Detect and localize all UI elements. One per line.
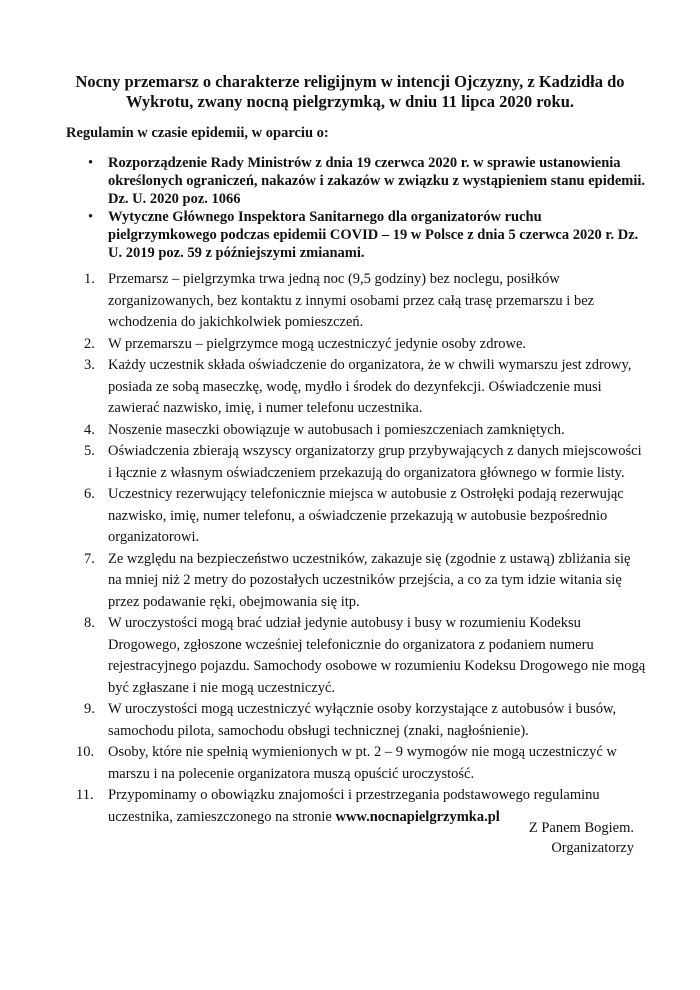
rule-text: W uroczystości mogą brać udział jedynie autobusy i busy w rozumieniu Kodeksu Drogowego, zgłoszone wcześniej telefonicznie do organizatora z podaniem numeru rejestracyjnego pojazdu. Samochody osobowe w rozumieniu Kodeksu Drogowego nie mogą być zgłaszane i nie mogą uczestniczyć.	[108, 615, 646, 696]
rule-number: 8.	[84, 615, 95, 631]
legal-basis-list	[66, 154, 646, 262]
rule-item	[66, 484, 646, 549]
signature-block	[529, 818, 634, 858]
rule-item	[66, 269, 646, 334]
rule-text: Przypominamy o obowiązku znajomości i przestrzegania podstawowego regulaminu uczestnika, zamieszczonego na stronie	[108, 787, 600, 825]
rule-text: W przemarszu – pielgrzymce mogą uczestniczyć jedynie osoby zdrowe.	[108, 335, 527, 352]
signature: Organizatorzy	[551, 840, 634, 856]
legal-basis-item	[66, 208, 646, 262]
rule-text: Osoby, które nie spełnią wymienionych w pt. 2 – 9 wymogów nie mogą uczestniczyć w marszu i na polecenie organizatora muszą opuścić uroczystość.	[108, 744, 617, 782]
legal-basis-text: Rozporządzenie Rady Ministrów z dnia 19 czerwca 2020 r. w sprawie ustanowienia określonych ograniczeń, nakazów i zakazów w związku z wystąpieniem stanu epidemii. Dz. U. 2020 poz. 1066	[108, 155, 646, 207]
rule-item	[66, 613, 646, 699]
document-title: Nocny przemarsz o charakterze religijnym w intencji Ojczyzny, z Kadzidła do Wykrotu, zwany nocną pielgrzymką, w dniu 11 lipca 2020 roku.	[75, 72, 625, 111]
bullet-icon: •	[88, 155, 94, 171]
bullet-icon: •	[88, 209, 94, 225]
rule-item	[66, 699, 646, 742]
rule-number: 1.	[84, 271, 95, 287]
closing-line: Z Panem Bogiem.	[528, 820, 634, 836]
rule-text: Przemarsz – pielgrzymka trwa jedną noc (9,5 godziny) bez noclegu, posiłków zorganizowanych, bez kontaktu z innymi osobami przez całą trasę przemarszu i bez wchodzenia do jakichkolwiek pomieszczeń.	[108, 271, 595, 330]
rule-number: 10.	[76, 744, 95, 760]
rule-number: 9.	[84, 701, 95, 717]
rule-number: 3.	[84, 357, 95, 373]
rule-number: 7.	[84, 550, 95, 567]
legal-basis-item	[66, 154, 646, 208]
legal-basis-text: Wytyczne Głównego Inspektora Sanitarnego dla organizatorów ruchu pielgrzymkowego podczas epidemii COVID – 19 w Polsce z dnia 5 czerwca 2020 r. Dz. U. 2019 poz. 59 z późniejszymi zmianami.	[108, 209, 639, 261]
rule-number: 11.	[76, 787, 94, 803]
rule-item	[66, 742, 646, 785]
rule-item	[66, 441, 646, 484]
regulations-intro: Regulamin w czasie epidemii, w oparciu o:	[66, 125, 329, 141]
rule-text: Oświadczenia zbierają wszyscy organizatorzy grup przybywających z danych miejscowości i łącznie z własnym oświadczeniem przekazują do organizatora głównego w formie listy.	[108, 443, 642, 481]
website-link[interactable]: www.nocnapielgrzymka.pl	[335, 808, 500, 825]
rule-text: W uroczystości mogą uczestniczyć wyłącznie osoby korzystające z autobusów i busów, samochodu pilota, samochodu obsługi technicznej (znaki, nagłośnienie).	[108, 701, 617, 739]
rule-number: 5.	[84, 443, 95, 459]
rule-item	[66, 355, 646, 420]
rule-number: 6.	[84, 486, 95, 502]
rule-number: 4.	[84, 421, 95, 438]
rule-text: Ze względu na bezpieczeństwo uczestników, zakazuje się (zgodnie z ustawą) zbliżania się na mniej niż 2 metry do pozostałych uczestników przejścia, a co za tym idzie witania się przez podawanie ręki, obejmowania się itp.	[108, 550, 631, 610]
rule-item	[66, 420, 646, 442]
rule-item	[66, 334, 646, 356]
rules-list	[66, 269, 646, 828]
rule-number: 2.	[84, 335, 95, 352]
rule-text: Uczestnicy rezerwujący telefonicznie miejsca w autobusie z Ostrołęki podają rezerwując nazwisko, imię, numer telefonu, a oświadczenie przekazują w autobusie bezpośrednio organizatorowi.	[108, 486, 624, 545]
rule-text: Noszenie maseczki obowiązuje w autobusach i pomieszczeniach zamkniętych.	[108, 421, 565, 438]
rule-item	[66, 549, 646, 614]
rule-text: Każdy uczestnik składa oświadczenie do organizatora, że w chwili wymarszu jest zdrowy, posiada ze sobą maseczkę, wodę, mydło i środek do dezynfekcji. Oświadczenie musi zawierać nazwisko, imię, i numer telefonu uczestnika.	[108, 357, 632, 416]
